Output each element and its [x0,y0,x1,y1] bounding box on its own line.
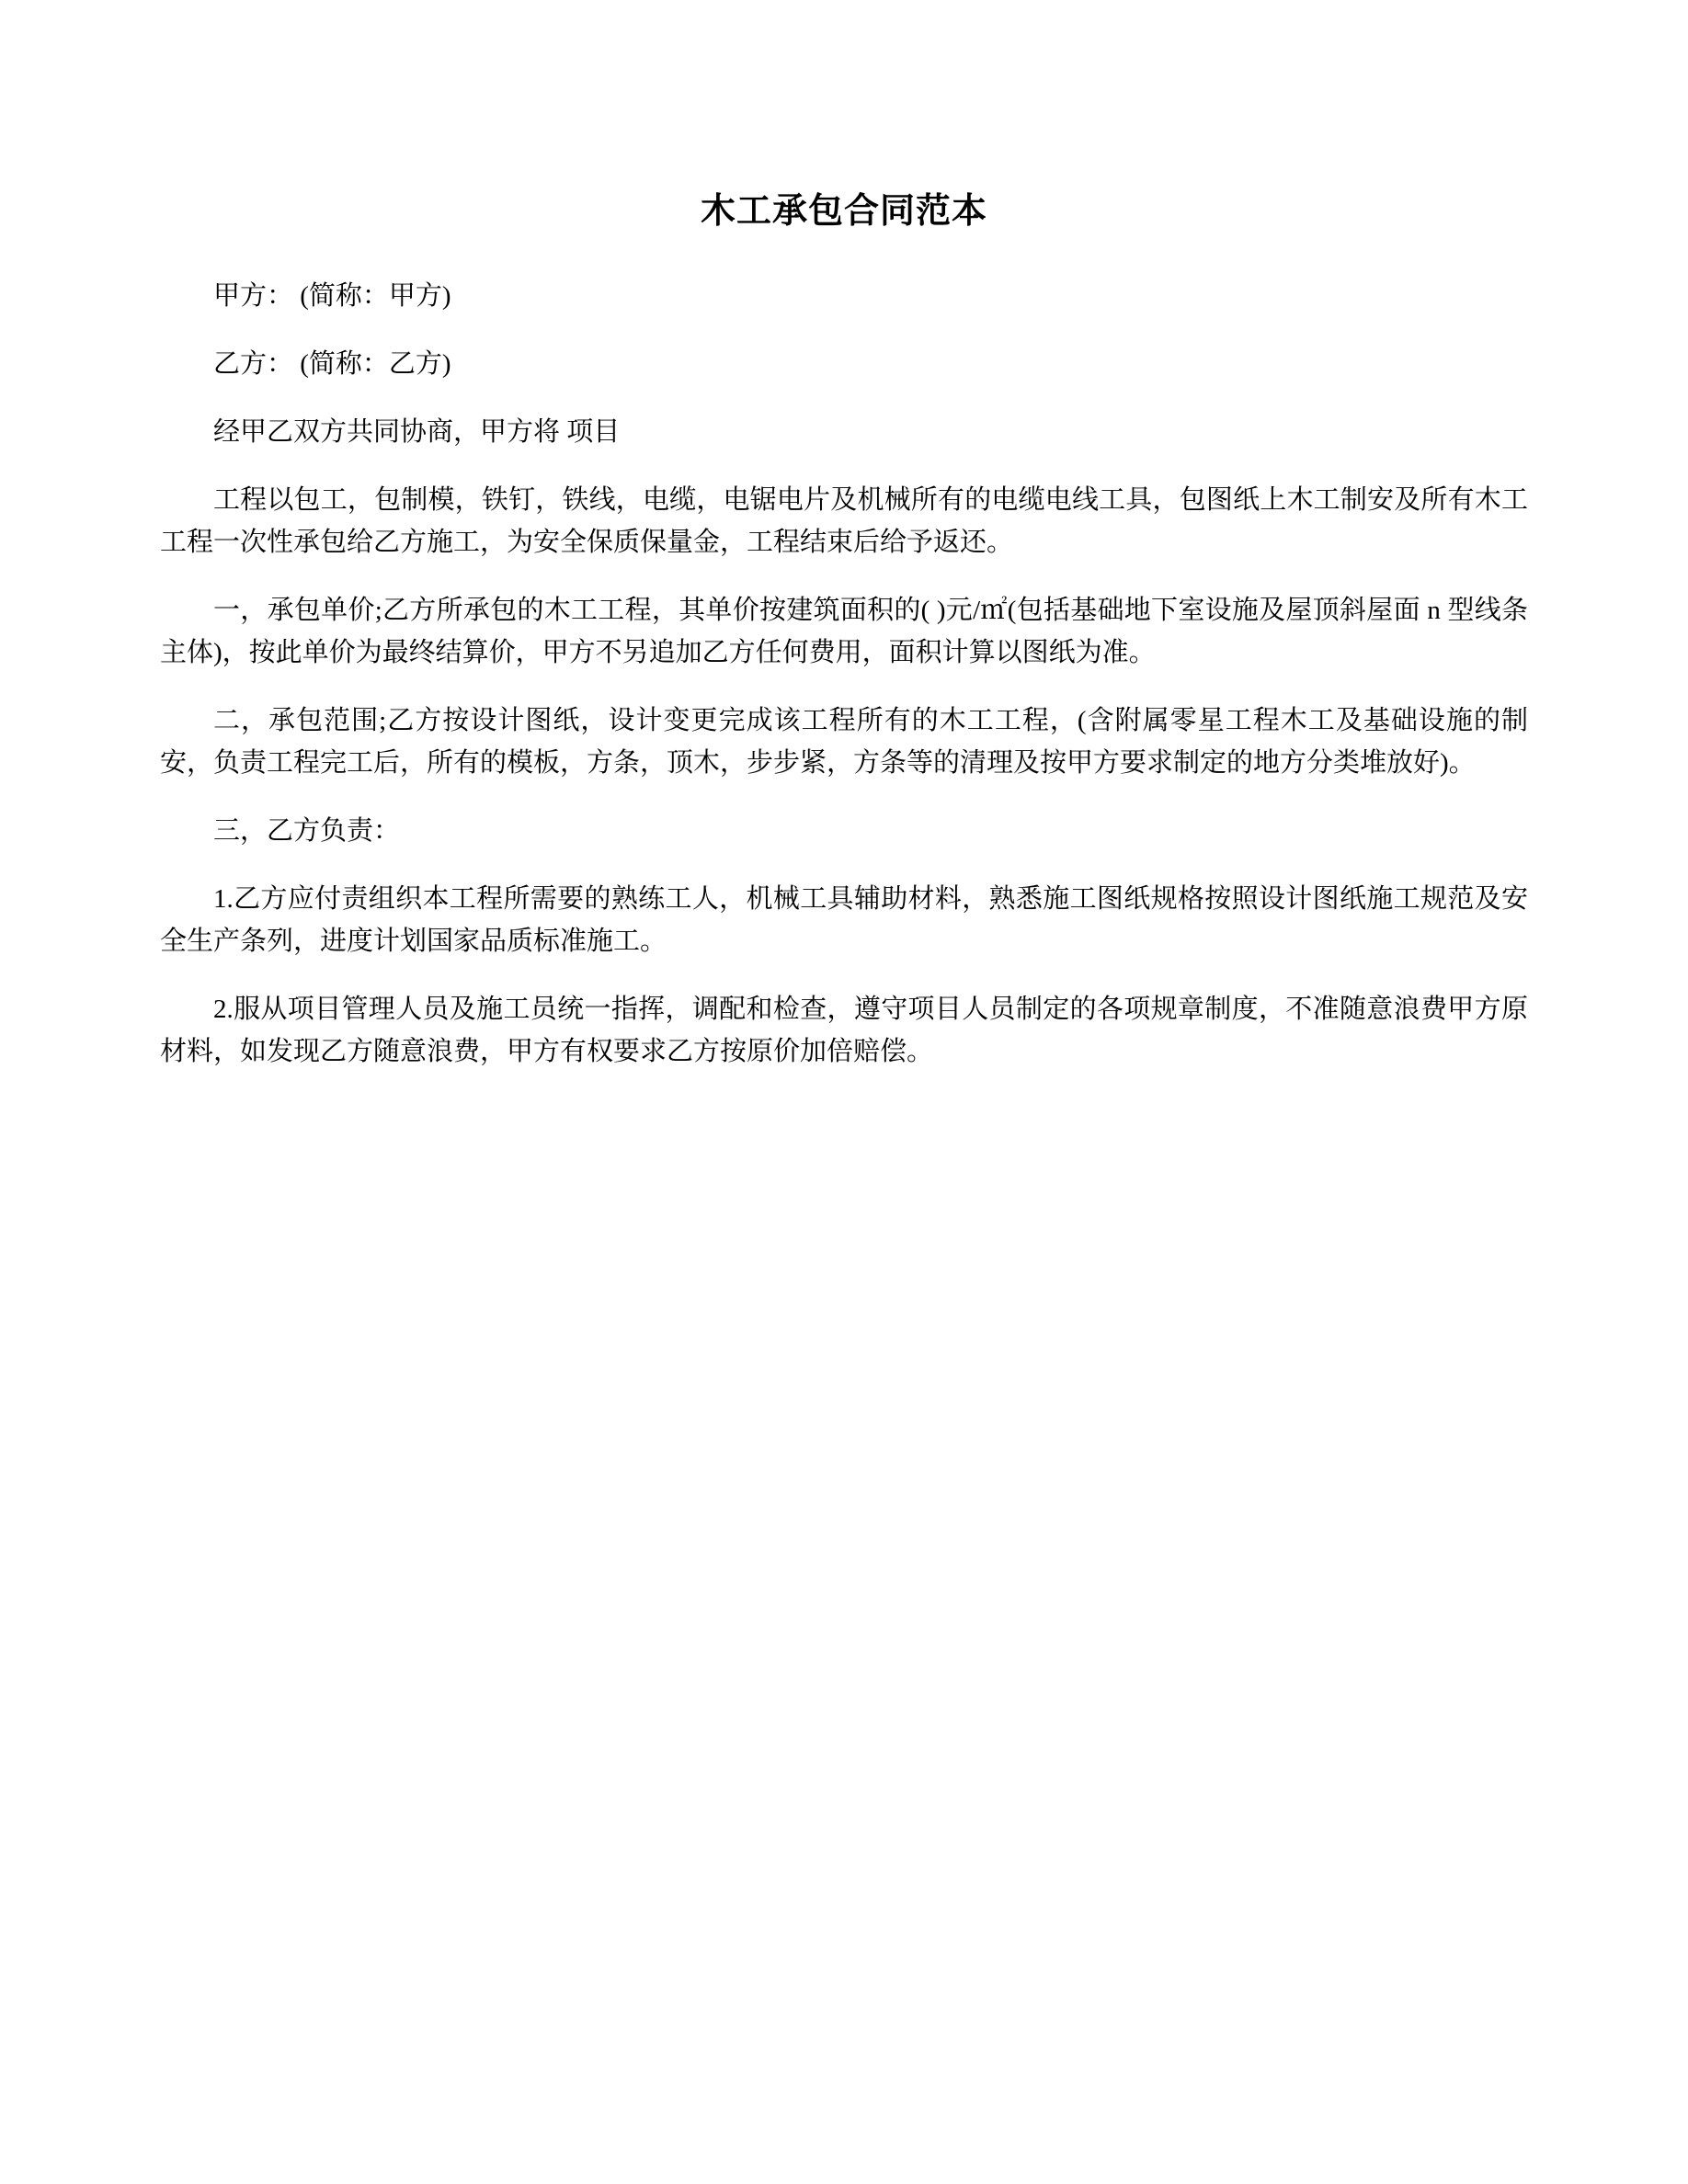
paragraph: 工程以包工，包制模，铁钉，铁线，电缆，电锯电片及机械所有的电缆电线工具，包图纸上木工制安及所有木工工程一次性承包给乙方施工，为安全保质保量金，工程结束后给予返还。 [160,485,1528,557]
paragraph: 2.服从项目管理人员及施工员统一指挥，调配和检查，遵守项目人员制定的各项规章制度，不准随意浪费甲方原材料，如发现乙方随意浪费，甲方有权要求乙方按原价加倍赔偿。 [160,995,1528,1066]
paragraph: 1.乙方应付责组织本工程所需要的熟练工人，机械工具辅助材料，熟悉施工图纸规格按照设计图纸施工规范及安全生产条列，进度计划国家品质标准施工。 [160,884,1528,956]
paragraph: 一，承包单价;乙方所承包的木工工程，其单价按建筑面积的( )元/㎡(包括基础地下室设施及屋顶斜屋面 n 型线条主体)，按此单价为最终结算价，甲方不另追加乙方任何费用，面积计算以图纸为准。 [160,596,1528,667]
document-body [160,275,1528,1073]
document-title: 木工承包合同范本 [700,192,987,231]
paragraph: 三，乙方负责： [213,816,401,846]
paragraph: 二，承包范围;乙方按设计图纸，设计变更完成该工程所有的木工工程，(含附属零星工程木工及基础设施的制安，负责工程完工后，所有的模板，方条，顶木，步步紧，方条等的清理及按甲方要求制定的地方分类堆放好)。 [160,706,1528,778]
paragraph: 乙方： (简称：乙方) [213,349,451,379]
paragraph: 经甲乙双方共同协商，甲方将 项目 [213,417,621,447]
paragraph: 甲方： (简称：甲方) [213,281,451,311]
